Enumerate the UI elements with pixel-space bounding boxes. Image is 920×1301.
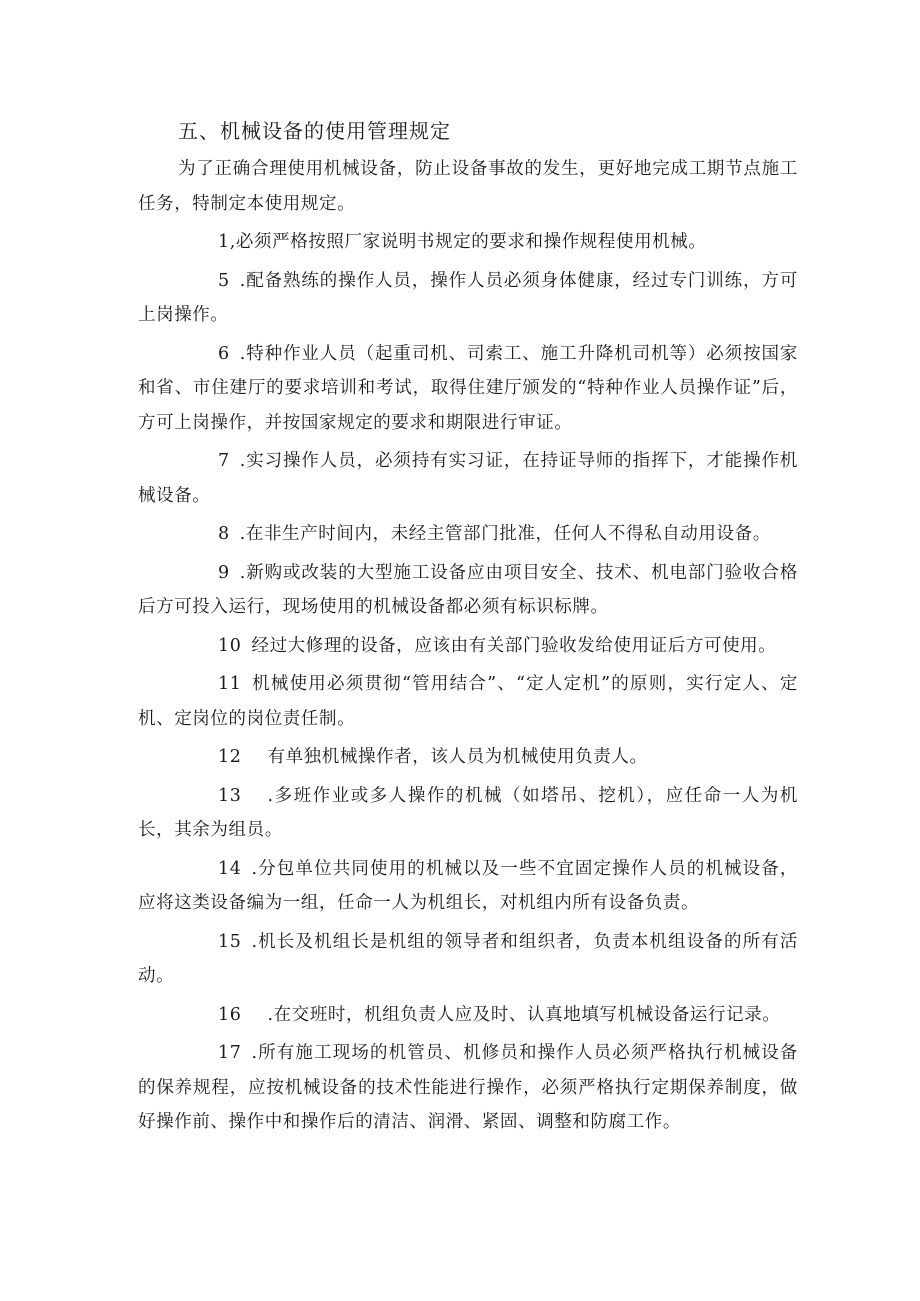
item-text: .实习操作人员，必须持有实习证，在持证导师的指挥下，才能操作机械设备。 xyxy=(138,451,798,506)
item-text: .所有施工现场的机管员、机修员和操作人员必须严格执行机械设备的保养规程，应按机械设备的技术性能进行操作，必须严格执行定期保养制度，做好操作前、操作中和操作后的清洁、润滑、紧固、调整和防腐工作。 xyxy=(138,1043,798,1132)
list-item xyxy=(138,1036,798,1140)
item-number: 7 xyxy=(218,451,230,471)
list-item xyxy=(138,779,798,848)
list-item xyxy=(138,444,798,513)
list-item xyxy=(138,337,798,441)
item-number: 17 xyxy=(218,1043,242,1063)
list-item xyxy=(138,740,798,775)
item-text: .机长及机组长是机组的领导者和组织者，负责本机组设备的所有活动。 xyxy=(138,931,798,986)
item-text: .配备熟练的操作人员，操作人员必须身体健康，经过专门训练，方可上岗操作。 xyxy=(138,270,798,325)
list-item xyxy=(138,852,798,921)
list-item xyxy=(138,998,798,1033)
item-number: 9 xyxy=(218,562,230,583)
list-item xyxy=(138,225,798,260)
list-item xyxy=(138,264,798,333)
list-item xyxy=(138,629,798,664)
item-text: .在交班时，机组负责人应及时、认真地填写机械设备运行记录。 xyxy=(267,1004,781,1025)
item-number: 6 xyxy=(218,343,230,364)
item-text: .特种作业人员（起重司机、司索工、施工升降机司机等）必须按国家和省、市住建厅的要求培训和考试，取得住建厅颁发的“特种作业人员操作证”后，方可上岗操作，并按国家规定的要求和期限进行审证。 xyxy=(138,343,798,433)
item-number: 16 xyxy=(218,1004,242,1025)
item-text: 机械使用必须贯彻“管用结合”、“定人定机”的原则，实行定人、定机、定岗位的岗位责任制。 xyxy=(138,674,798,729)
item-number: 14 xyxy=(218,858,242,879)
item-number: 11 xyxy=(218,674,242,694)
section-title: 五、机械设备的使用管理规定 xyxy=(178,119,451,143)
item-text: 必须严格按照厂家说明书规定的要求和操作规程使用机械。 xyxy=(235,232,707,252)
item-text: .在非生产时间内，未经主管部门批准，任何人不得私自动用设备。 xyxy=(239,524,771,544)
list-item xyxy=(138,925,798,994)
item-number: 1, xyxy=(218,232,236,252)
item-number: 12 xyxy=(218,747,242,767)
document-page xyxy=(138,112,798,1144)
item-text: .分包单位共同使用的机械以及一些不宜固定操作人员的机械设备，应将这类设备编为一组，任命一人为机组长，对机组内所有设备负责。 xyxy=(138,858,798,913)
item-text: 有单独机械操作者，该人员为机械使用负责人。 xyxy=(267,747,648,767)
list-item xyxy=(138,667,798,736)
item-number: 15 xyxy=(218,931,242,952)
item-number: 8 xyxy=(218,524,230,544)
list-item xyxy=(138,517,798,552)
list-item xyxy=(138,556,798,625)
item-text: .新购或改装的大型施工设备应由项目安全、技术、机电部门验收合格后方可投入运行，现场使用的机械设备都必须有标识标牌。 xyxy=(138,562,798,617)
intro-paragraph: 为了正确合理使用机械设备，防止设备事故的发生，更好地完成工期节点施工任务，特制定本使用规定。 xyxy=(138,159,798,214)
item-number: 5 xyxy=(218,270,230,291)
item-number: 10 xyxy=(218,635,242,656)
item-number: 13 xyxy=(218,785,242,806)
item-text: .多班作业或多人操作的机械（如塔吊、挖机），应任命一人为机长，其余为组员。 xyxy=(138,785,798,840)
item-text: 经过大修理的设备，应该由有关部门验收发给使用证后方可使用。 xyxy=(251,635,777,656)
